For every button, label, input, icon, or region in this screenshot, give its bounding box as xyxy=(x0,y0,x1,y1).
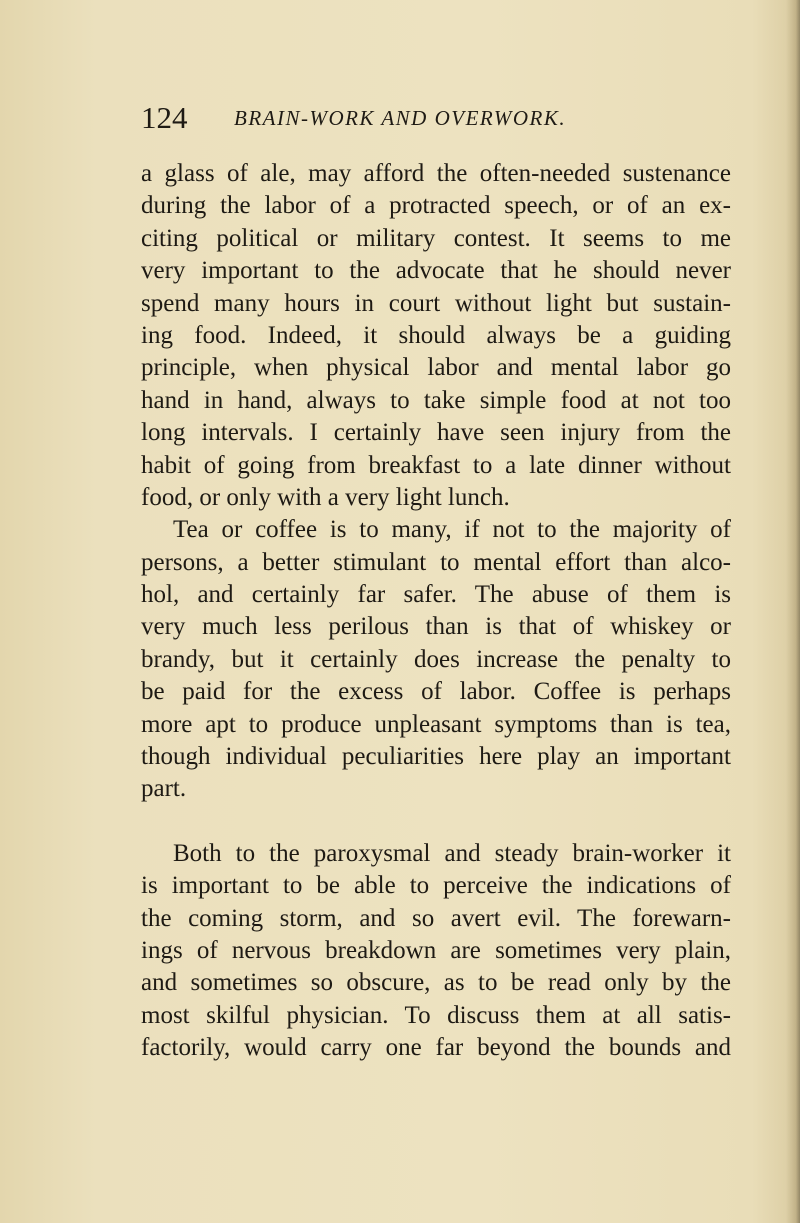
text-line: during the labor of a protracted speech, or of an ex- xyxy=(141,192,731,220)
text-line: citing political or military contest. It seems to me xyxy=(141,224,731,252)
text-line: brandy, but it certainly does increase the penalty to xyxy=(141,645,731,673)
text-line: and sometimes so obscure, as to be read only by the xyxy=(141,969,731,997)
text-line: factorily, would carry one far beyond the bounds and xyxy=(141,1034,731,1062)
page-header xyxy=(141,98,741,138)
paragraph xyxy=(141,514,731,806)
text-line: persons, a better stimulant to mental effort than alco- xyxy=(141,548,731,576)
text-line: part. xyxy=(141,775,187,803)
paragraph xyxy=(141,158,731,514)
page-edge-shadow xyxy=(786,0,800,1223)
body-text xyxy=(141,158,731,1065)
text-line: ings of nervous breakdown are sometimes very plain, xyxy=(141,936,731,964)
paragraph-gap xyxy=(141,806,731,838)
text-line: spend many hours in court without light but sustain- xyxy=(141,289,731,317)
text-line: a glass of ale, may afford the often-needed sustenance xyxy=(141,160,731,187)
text-line: the coming storm, and so avert evil. The forewarn- xyxy=(141,904,731,932)
text-line: be paid for the excess of labor. Coffee is perhaps xyxy=(141,678,731,706)
paragraph xyxy=(141,838,731,1065)
text-line: food, or only with a very light lunch. xyxy=(141,483,510,511)
page-number: 124 xyxy=(141,100,188,135)
text-line: habit of going from breakfast to a late dinner without xyxy=(141,451,731,479)
text-line: Both to the paroxysmal and steady brain-worker it xyxy=(173,839,731,867)
text-line: hand in hand, always to take simple food at not too xyxy=(141,386,731,414)
text-line: hol, and certainly far safer. The abuse of them is xyxy=(141,581,731,609)
text-line: very important to the advocate that he should never xyxy=(141,257,731,285)
text-line: is important to be able to perceive the indications of xyxy=(141,872,731,900)
text-line: very much less perilous than is that of whiskey or xyxy=(141,613,731,641)
text-line: Tea or coffee is to many, if not to the majority of xyxy=(173,516,731,544)
text-line: more apt to produce unpleasant symptoms than is tea, xyxy=(141,710,731,738)
text-line: long intervals. I certainly have seen injury from the xyxy=(141,419,731,447)
text-line: ing food. Indeed, it should always be a guiding xyxy=(141,321,731,349)
running-title: BRAIN-WORK AND OVERWORK. xyxy=(234,106,567,130)
text-line: most skilful physician. To discuss them at all satis- xyxy=(141,1001,731,1029)
text-line: though individual peculiarities here play an important xyxy=(141,743,731,771)
text-line: principle, when physical labor and mental labor go xyxy=(141,354,731,382)
